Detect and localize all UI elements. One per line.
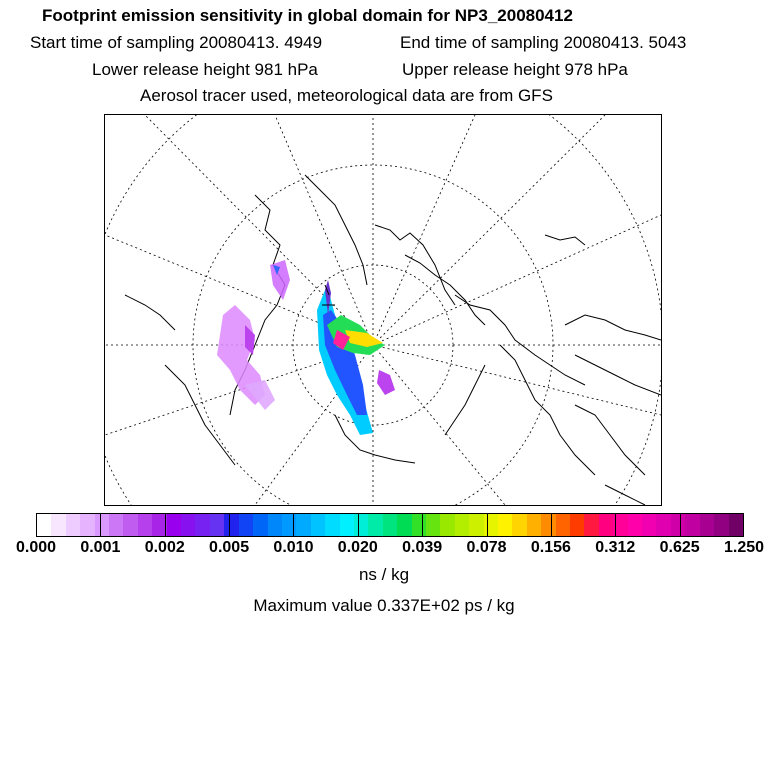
colorbar-segment <box>440 514 454 536</box>
colorbar-unit: ns / kg <box>358 565 410 584</box>
colorbar-segment <box>656 514 670 536</box>
colorbar-segment <box>628 514 642 536</box>
plot-title: Footprint emission sensitivity in global domain for NP3_20080412 <box>42 6 573 25</box>
colorbar-divider <box>680 513 681 537</box>
colorbar-segment <box>455 514 469 536</box>
colorbar-segment <box>66 514 80 536</box>
colorbar-segment <box>109 514 123 536</box>
colorbar-segment <box>253 514 267 536</box>
meridian-lines <box>105 115 661 505</box>
colorbar-segment <box>296 514 310 536</box>
colorbar-segment <box>239 514 253 536</box>
polar-map <box>104 114 662 506</box>
colorbar-segment <box>325 514 339 536</box>
coastlines <box>125 175 661 505</box>
colorbar-segment <box>584 514 598 536</box>
colorbar-divider <box>358 513 359 537</box>
colorbar-segment <box>51 514 65 536</box>
emission-plume <box>217 260 395 435</box>
colorbar-segment <box>224 514 238 536</box>
colorbar-segment <box>671 514 685 536</box>
colorbar-segment <box>426 514 440 536</box>
colorbar-tick-label: 0.078 <box>466 539 507 556</box>
colorbar-segment <box>123 514 137 536</box>
colorbar-tick-label: 0.312 <box>595 539 636 556</box>
colorbar-segment <box>397 514 411 536</box>
colorbar-segment <box>181 514 195 536</box>
latitude-circles <box>105 115 661 505</box>
colorbar-divider <box>551 513 552 537</box>
colorbar-segment <box>498 514 512 536</box>
colorbar-segment <box>80 514 94 536</box>
colorbar-segment <box>138 514 152 536</box>
colorbar-divider <box>293 513 294 537</box>
colorbar-segment <box>729 514 743 536</box>
start-time-label: Start time of sampling 20080413. 4949 <box>30 33 323 52</box>
colorbar-divider <box>100 513 101 537</box>
colorbar-tick-label: 0.039 <box>402 539 443 556</box>
colorbar-segment <box>383 514 397 536</box>
colorbar-segment <box>95 514 109 536</box>
colorbar-segment <box>700 514 714 536</box>
colorbar-segment <box>195 514 209 536</box>
colorbar-tick-label: 0.020 <box>337 539 378 556</box>
colorbar-divider <box>487 513 488 537</box>
colorbar-segment <box>167 514 181 536</box>
colorbar-segment <box>412 514 426 536</box>
colorbar-segment <box>469 514 483 536</box>
colorbar-segment <box>368 514 382 536</box>
colorbar-tick-label: 1.250 <box>723 539 765 556</box>
maximum-value-label: Maximum value 0.337E+02 ps / kg <box>253 596 515 615</box>
colorbar-tick-label: 0.002 <box>144 539 185 556</box>
colorbar-tick-label: 0.001 <box>80 539 121 556</box>
colorbar-tick-label: 0.010 <box>273 539 314 556</box>
colorbar-tick-label: 0.156 <box>530 539 571 556</box>
lower-release-label: Lower release height 981 hPa <box>92 60 318 79</box>
colorbar-divider <box>229 513 230 537</box>
colorbar-segment <box>642 514 656 536</box>
colorbar-segment <box>37 514 51 536</box>
end-time-label: End time of sampling 20080413. 5043 <box>400 33 687 52</box>
colorbar-segment <box>541 514 555 536</box>
colorbar-segment <box>512 514 526 536</box>
map-canvas <box>105 115 661 505</box>
tracer-note: Aerosol tracer used, meteorological data are from GFS <box>140 86 553 105</box>
colorbar-segment <box>354 514 368 536</box>
colorbar-segment <box>685 514 699 536</box>
colorbar-segment <box>340 514 354 536</box>
colorbar-segment <box>527 514 541 536</box>
colorbar-divider <box>165 513 166 537</box>
colorbar-divider <box>615 513 616 537</box>
colorbar-divider <box>422 513 423 537</box>
colorbar-tick-label: 0.005 <box>209 539 250 556</box>
colorbar-segment <box>556 514 570 536</box>
colorbar-segment <box>268 514 282 536</box>
colorbar-tick-label: 0.000 <box>15 539 57 556</box>
colorbar-segment <box>570 514 584 536</box>
colorbar-tick-label: 0.625 <box>659 539 700 556</box>
colorbar-segment <box>714 514 728 536</box>
colorbar-segment <box>210 514 224 536</box>
colorbar-segment <box>599 514 613 536</box>
upper-release-label: Upper release height 978 hPa <box>402 60 628 79</box>
colorbar-segment <box>311 514 325 536</box>
colorbar <box>36 513 744 537</box>
